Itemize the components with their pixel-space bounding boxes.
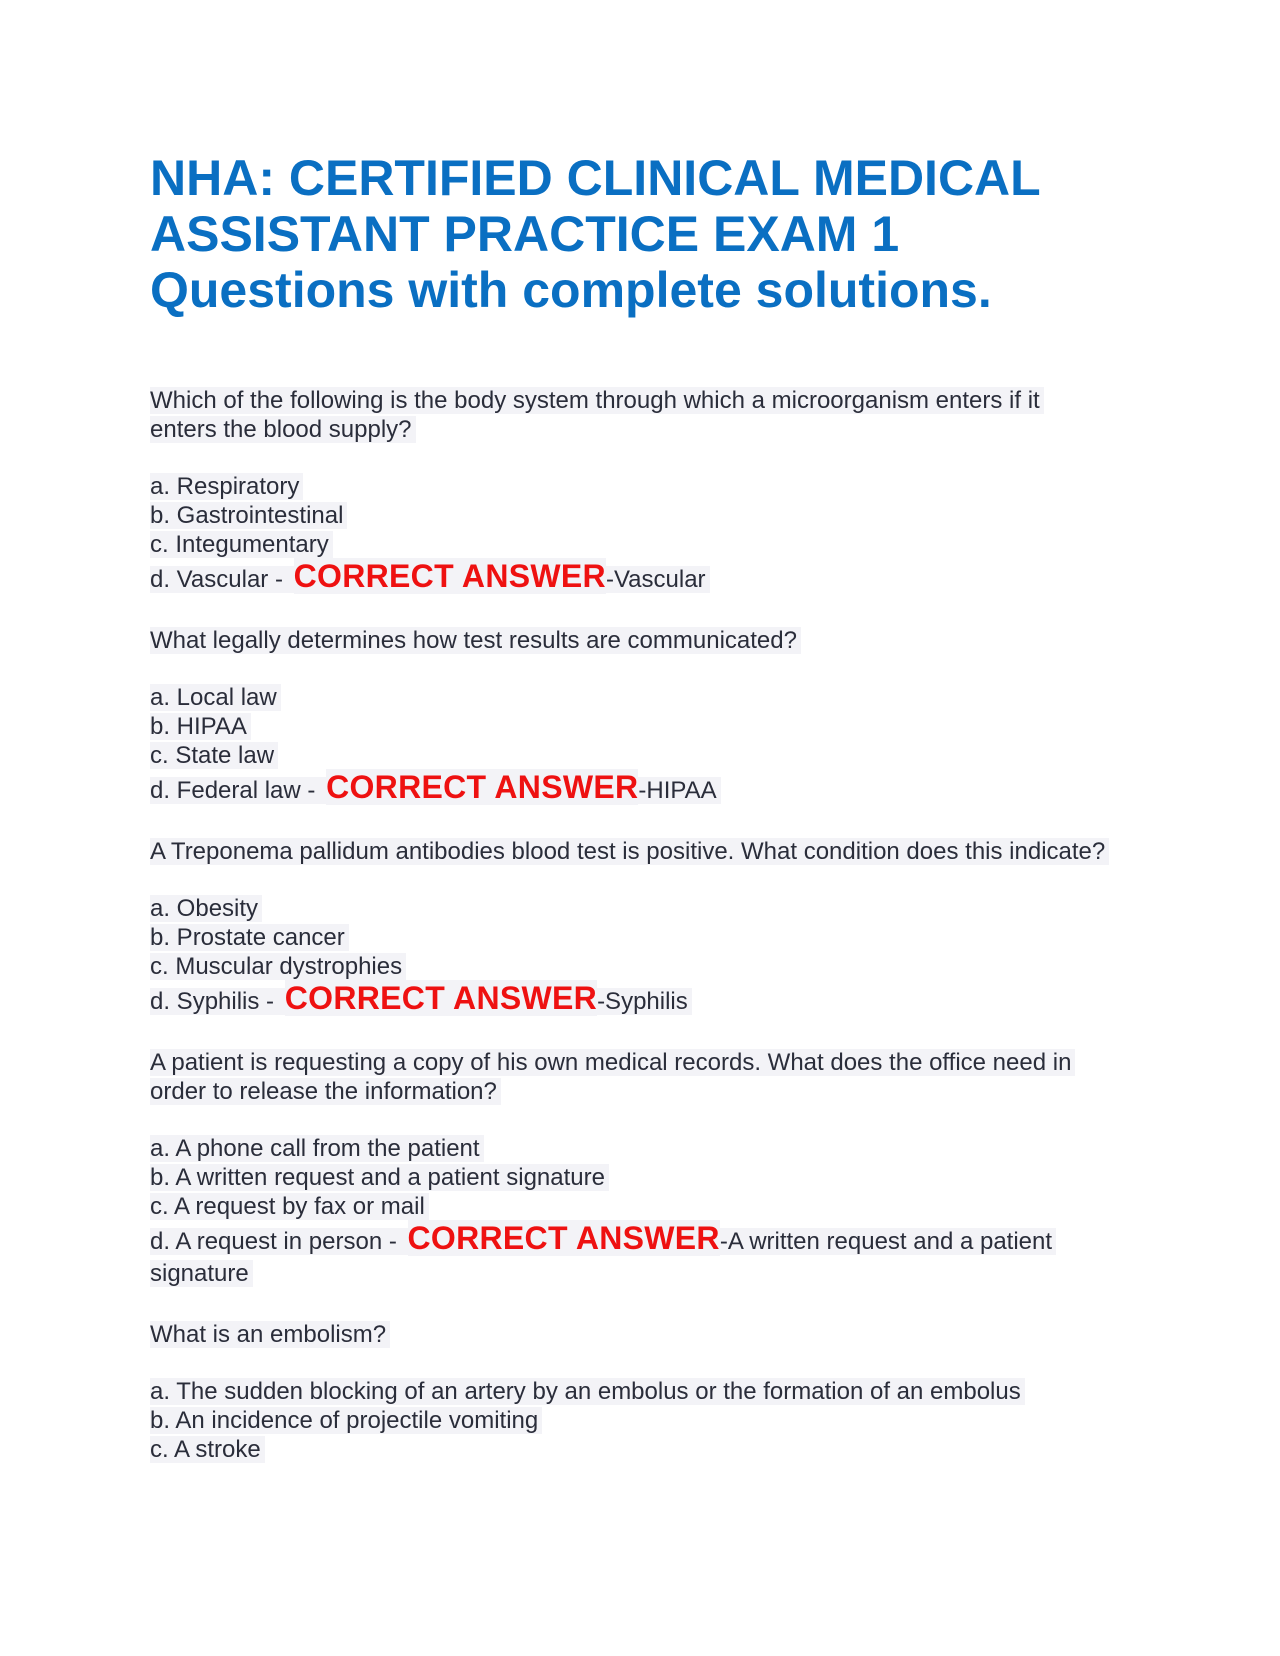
option-d-with-answer <box>150 560 1110 596</box>
document-page <box>150 150 1130 1494</box>
title-line-1: NHA: CERTIFIED CLINICAL MEDICAL <box>150 150 1041 206</box>
option-a: a. Respiratory <box>150 472 1130 501</box>
option-c: c. A request by fax or mail <box>150 1192 1130 1221</box>
option-a: a. A phone call from the patient <box>150 1134 1130 1163</box>
answer-options <box>150 894 1130 1018</box>
answer-options <box>150 472 1130 596</box>
option-b: b. Gastrointestinal <box>150 501 1130 530</box>
option-b: b. An incidence of projectile vomiting <box>150 1406 1130 1435</box>
question-text: What is an embolism? <box>150 1320 1110 1349</box>
title-line-2: ASSISTANT PRACTICE EXAM 1 <box>150 206 900 262</box>
correct-answer-text: -A written request and a patient signature <box>150 1228 1056 1287</box>
option-d: d. Syphilis - <box>150 988 285 1015</box>
option-d: d. Vascular - <box>150 566 294 593</box>
option-d: d. A request in person - <box>150 1228 408 1255</box>
correct-answer-text: -HIPAA <box>638 777 720 804</box>
answer-options <box>150 683 1130 807</box>
question-text: What legally determines how test results are communicated? <box>150 626 1110 655</box>
correct-answer-label: CORRECT ANSWER <box>326 769 639 805</box>
option-b: b. Prostate cancer <box>150 923 1130 952</box>
title-line-3: Questions with complete solutions. <box>150 262 992 318</box>
question-text: Which of the following is the body system through which a microorganism enters if it enters the blood supply? <box>150 386 1110 444</box>
question-text: A Treponema pallidum antibodies blood test is positive. What condition does this indicate? <box>150 837 1110 866</box>
correct-answer-label: CORRECT ANSWER <box>284 980 598 1016</box>
question-block <box>150 1048 1130 1290</box>
answer-options <box>150 1134 1130 1290</box>
option-a: a. Local law <box>150 683 1130 712</box>
answer-options <box>150 1377 1130 1464</box>
option-d-with-answer <box>150 1222 1110 1290</box>
question-block <box>150 626 1130 807</box>
option-c: c. A stroke <box>150 1435 1130 1464</box>
correct-answer-text: -Syphilis <box>597 988 692 1015</box>
option-d-with-answer <box>150 771 1110 807</box>
correct-answer-label: CORRECT ANSWER <box>293 558 606 594</box>
option-b: b. A written request and a patient signature <box>150 1163 1130 1192</box>
option-a: a. Obesity <box>150 894 1130 923</box>
question-block <box>150 837 1130 1018</box>
correct-answer-label: CORRECT ANSWER <box>407 1220 720 1256</box>
option-c: c. Integumentary <box>150 530 1130 559</box>
question-block <box>150 1320 1130 1464</box>
option-d-with-answer <box>150 982 1110 1018</box>
option-c: c. Muscular dystrophies <box>150 952 1130 981</box>
option-b: b. HIPAA <box>150 712 1130 741</box>
question-list <box>150 386 1130 1464</box>
document-title <box>150 150 1130 318</box>
option-c: c. State law <box>150 741 1130 770</box>
option-a: a. The sudden blocking of an artery by an embolus or the formation of an embolus <box>150 1377 1130 1406</box>
correct-answer-text: -Vascular <box>606 566 710 593</box>
question-text: A patient is requesting a copy of his own medical records. What does the office need in order to release the information? <box>150 1048 1110 1106</box>
option-d: d. Federal law - <box>150 777 326 804</box>
question-block <box>150 386 1130 596</box>
